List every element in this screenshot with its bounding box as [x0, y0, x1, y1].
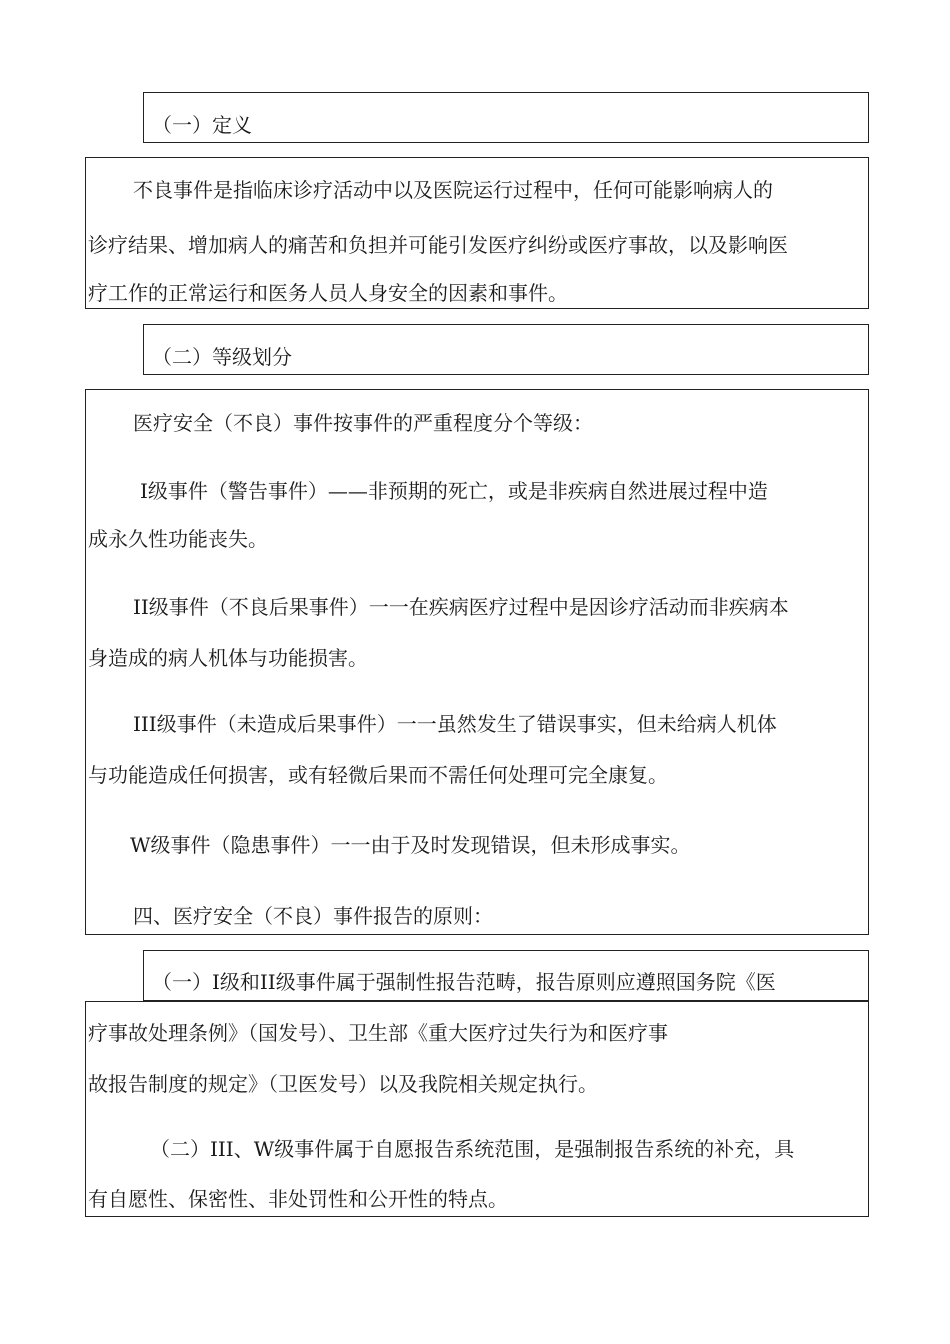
- definition-line-3: 疗工作的正常运行和医务人员人身安全的因素和事件。: [88, 281, 568, 305]
- level4-line: W级事件（隐患事件）一一由于及时发现错误，但未形成事实。: [130, 833, 691, 857]
- principle1-line-1: （一）I级和II级事件属于强制性报告范畴，报告原则应遵照国务院《医: [152, 970, 776, 994]
- levels-intro: 医疗安全（不良）事件按事件的严重程度分个等级：: [133, 411, 593, 435]
- level2-line-1: II级事件（不良后果事件）一一在疾病医疗过程中是因诊疗活动而非疾病本: [133, 595, 789, 619]
- level2-line-2: 身造成的病人机体与功能损害。: [88, 646, 368, 670]
- heading-levels: （二）等级划分: [152, 345, 292, 369]
- section4-heading: 四、医疗安全（不良）事件报告的原则：: [133, 904, 493, 928]
- principle2-line-1: （二）III、W级事件属于自愿报告系统范围，是强制报告系统的补充，具: [150, 1137, 795, 1161]
- definition-line-1: 不良事件是指临床诊疗活动中以及医院运行过程中，任何可能影响病人的: [133, 178, 773, 202]
- definition-line-2: 诊疗结果、增加病人的痛苦和负担并可能引发医疗纠纷或医疗事故，以及影响医: [88, 233, 788, 257]
- level1-line-1: I级事件（警告事件）——非预期的死亡，或是非疾病自然进展过程中造: [140, 479, 768, 503]
- level1-line-2: 成永久性功能丧失。: [88, 527, 268, 551]
- principle1-line-2: 疗事故处理条例》（国发号）、卫生部《重大医疗过失行为和医疗事: [88, 1021, 668, 1045]
- principle1-line-3: 故报告制度的规定》（卫医发号）以及我院相关规定执行。: [88, 1072, 598, 1096]
- heading-definition: （一）定义: [152, 113, 252, 137]
- level3-line-1: III级事件（未造成后果事件）一一虽然发生了错误事实，但未给病人机体: [133, 712, 777, 736]
- level3-line-2: 与功能造成任何损害，或有轻微后果而不需任何处理可完全康复。: [88, 763, 668, 787]
- principle2-line-2: 有自愿性、保密性、非处罚性和公开性的特点。: [88, 1187, 508, 1211]
